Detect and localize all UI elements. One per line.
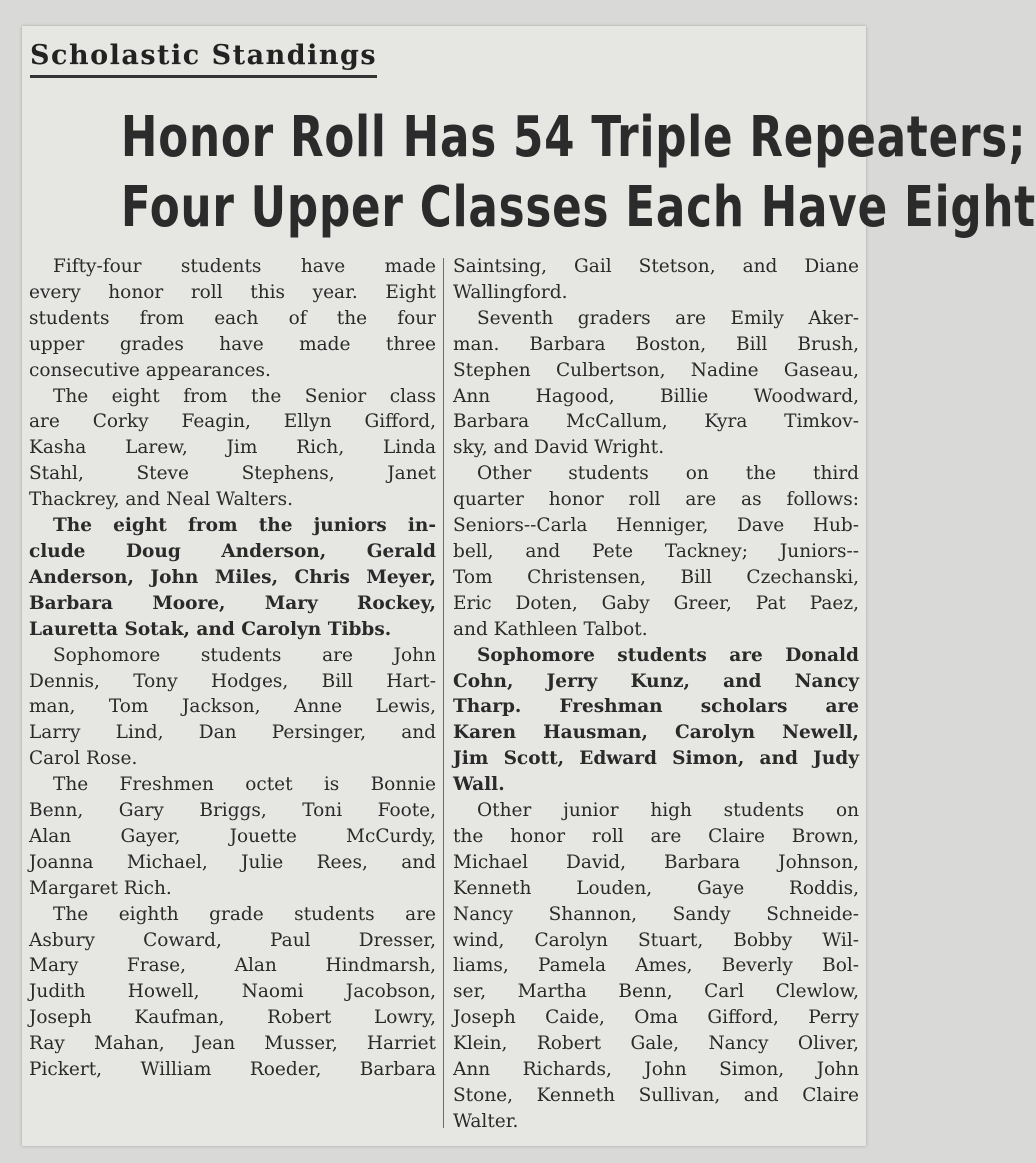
article-paragraph	[29, 772, 436, 902]
article-line: upper grades have made three	[29, 333, 436, 355]
article-line: Jim Scott, Edward Simon, and Judy	[453, 748, 859, 770]
article-line: Klein, Robert Gale, Nancy Oliver,	[453, 1033, 859, 1055]
left-column	[29, 254, 436, 1083]
article-line: students from each of the four	[29, 307, 436, 329]
article-line: Karen Hausman, Carolyn Newell,	[453, 722, 859, 744]
article-line: Stephen Culbertson, Nadine Gaseau,	[453, 359, 859, 381]
headline-line-2: Four Upper Classes Each Have Eight	[120, 175, 1036, 240]
column-divider	[443, 258, 444, 1128]
article-line: Thackrey, and Neal Walters.	[29, 489, 293, 511]
article-paragraph	[29, 384, 436, 514]
article-line: Seniors--Carla Henniger, Dave Hub-	[453, 515, 859, 537]
headline-line-1: Honor Roll Has 54 Triple Repeaters;	[120, 105, 1027, 170]
article-line: Tharp. Freshman scholars are	[453, 696, 859, 718]
article-line: man. Barbara Boston, Bill Brush,	[453, 333, 859, 355]
article-line: consecutive appearances.	[29, 359, 271, 381]
article-paragraph	[453, 798, 859, 1135]
article-line: Anderson, John Miles, Chris Meyer,	[29, 566, 436, 588]
article-line: wind, Carolyn Stuart, Bobby Wil-	[453, 929, 859, 951]
article-line: Eric Doten, Gaby Greer, Pat Paez,	[453, 592, 859, 614]
article-line: Michael David, Barbara Johnson,	[453, 851, 859, 873]
article-line: the honor roll are Claire Brown,	[453, 825, 859, 847]
article-line: liams, Pamela Ames, Beverly Bol-	[453, 955, 859, 977]
article-line: Margaret Rich.	[29, 877, 172, 899]
article-line: Other junior high students on	[477, 800, 859, 822]
article-line: Joseph Caide, Oma Gifford, Perry	[453, 1007, 859, 1029]
section-header: Scholastic Standings	[30, 38, 377, 78]
article-line: Wall.	[453, 774, 505, 796]
article-line: The eighth grade students are	[53, 903, 436, 925]
article-line: Kenneth Louden, Gaye Roddis,	[453, 877, 859, 899]
article-line: Stone, Kenneth Sullivan, and Claire	[453, 1085, 859, 1106]
article-line: ser, Martha Benn, Carl Clewlow,	[453, 981, 859, 1003]
article-line: Mary Frase, Alan Hindmarsh,	[29, 955, 436, 977]
article-paragraph	[453, 254, 859, 306]
article-line: are Corky Feagin, Ellyn Gifford,	[29, 411, 436, 433]
article-line: Sophomore students are Donald	[477, 644, 859, 666]
article-line: Tom Christensen, Bill Czechanski,	[453, 566, 859, 588]
article-line: Ann Hagood, Billie Woodward,	[453, 385, 859, 407]
article-line: Sophomore students are John	[53, 644, 436, 666]
article-line: Seventh graders are Emily Aker-	[477, 307, 859, 329]
article-line: Stahl, Steve Stephens, Janet	[29, 463, 436, 485]
article-line: Asbury Coward, Paul Dresser,	[29, 929, 436, 951]
article-line: Pickert, William Roeder, Barbara	[29, 1059, 436, 1081]
article-line: Judith Howell, Naomi Jacobson,	[29, 981, 436, 1003]
article-line: Cohn, Jerry Kunz, and Nancy	[453, 670, 859, 692]
article-paragraph	[29, 254, 436, 384]
article-line: Joanna Michael, Julie Rees, and	[29, 851, 436, 873]
article-line: Kasha Larew, Jim Rich, Linda	[29, 437, 436, 459]
article-line: Joseph Kaufman, Robert Lowry,	[29, 1007, 436, 1029]
article-line: Carol Rose.	[29, 748, 138, 770]
right-column	[453, 254, 859, 1135]
article-line: The eight from the Senior class	[53, 385, 436, 407]
article-line: Barbara McCallum, Kyra Timkov-	[453, 411, 859, 433]
article-paragraph	[453, 461, 859, 642]
article-paragraph	[29, 513, 436, 643]
article-line: The eight from the juniors in-	[53, 515, 436, 537]
article-line: Nancy Shannon, Sandy Schneide-	[453, 903, 859, 925]
article-paragraph	[29, 643, 436, 773]
article-paragraph	[29, 902, 436, 1083]
article-line: Barbara Moore, Mary Rockey,	[29, 592, 436, 614]
article-line: Ray Mahan, Jean Musser, Harriet	[29, 1033, 436, 1055]
article-line: Lauretta Sotak, and Carolyn Tibbs.	[29, 618, 392, 640]
article-line: man, Tom Jackson, Anne Lewis,	[29, 696, 436, 718]
article-line: every honor roll this year. Eight	[29, 281, 436, 303]
article-paragraph	[453, 643, 859, 798]
article-line: quarter honor roll are as follows:	[453, 489, 859, 511]
article-line: Ann Richards, John Simon, John	[453, 1059, 859, 1081]
article-line: sky, and David Wright.	[453, 437, 665, 459]
article-line: Larry Lind, Dan Persinger, and	[29, 722, 436, 744]
article-paragraph	[453, 306, 859, 461]
article-line: Walter.	[453, 1110, 519, 1132]
article-line: Saintsing, Gail Stetson, and Diane	[453, 256, 859, 277]
headline	[120, 103, 1036, 243]
article-line: The Freshmen octet is Bonnie	[53, 774, 436, 796]
article-line: Benn, Gary Briggs, Toni Foote,	[29, 800, 436, 822]
article-line: Dennis, Tony Hodges, Bill Hart-	[29, 670, 436, 692]
article-line: Other students on the third	[477, 463, 859, 485]
article-line: clude Doug Anderson, Gerald	[29, 540, 436, 562]
article-line: Alan Gayer, Jouette McCurdy,	[29, 825, 436, 847]
article-line: and Kathleen Talbot.	[453, 618, 648, 640]
article-line: Wallingford.	[453, 281, 568, 303]
article-line: bell, and Pete Tackney; Juniors--	[453, 540, 859, 562]
article-line: Fifty-four students have made	[53, 256, 436, 277]
